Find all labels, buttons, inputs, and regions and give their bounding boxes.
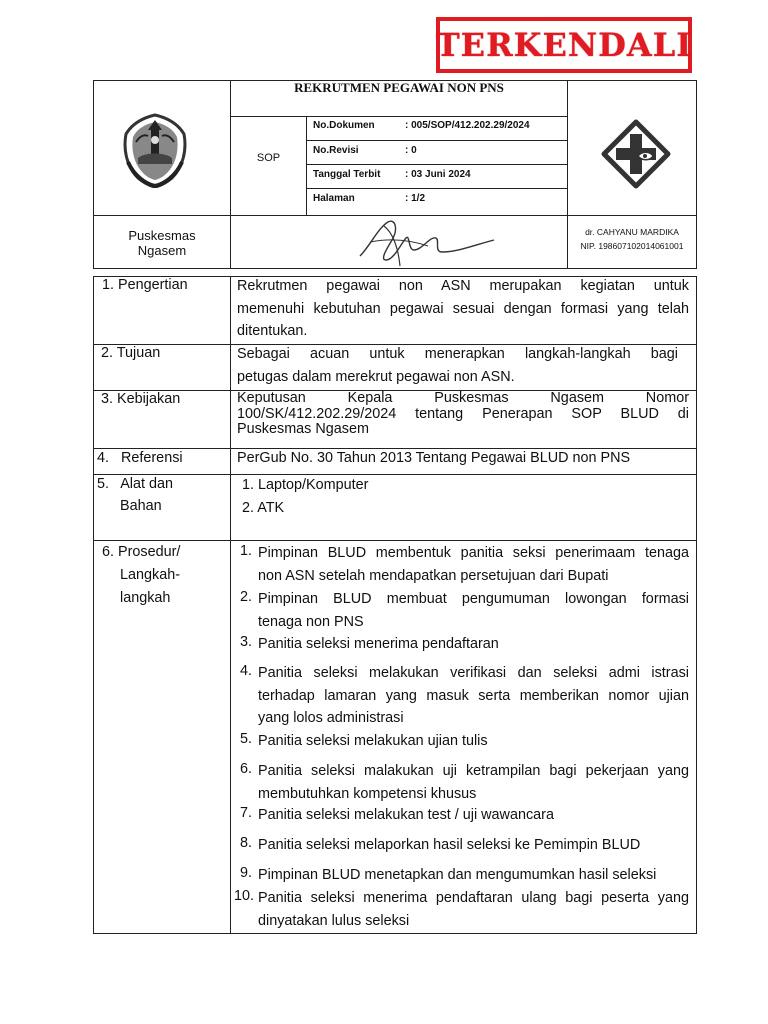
org-line1: Puskesmas [128, 228, 196, 243]
field-label-nodokumen: No.Dokumen [313, 120, 375, 131]
step-text [258, 662, 689, 730]
label-bahan: Bahan [120, 498, 162, 514]
step-number: 4. [239, 663, 252, 679]
stamp-text: TERKENDALI [435, 26, 693, 64]
kebijakan-line: Puskesmas Ngasem [237, 421, 369, 437]
step-text [258, 864, 689, 887]
field-label-tanggal: Tanggal Terbit [313, 169, 381, 180]
step-text [258, 760, 689, 805]
signer-name: dr. CAHYANU MARDIKA [585, 227, 679, 237]
label-tujuan: 2. Tujuan [101, 345, 161, 361]
field-value-halaman: : 1/2 [405, 193, 426, 204]
step-text [258, 887, 689, 932]
label-alat: 5. Alat dan [97, 476, 174, 492]
tujuan-line: petugas dalam merekrut pegawai non ASN. [237, 368, 515, 385]
step-line: Pimpinan BLUD menetapkan dan mengumumkan hasil seleksi [258, 867, 657, 883]
document-title: REKRUTMEN PEGAWAI NON PNS [294, 80, 504, 95]
label-prosedur: 6. Prosedur/ [102, 544, 181, 560]
pengertian-line: memenuhi kebutuhan pegawai sesuai dengan formasi yang telah [237, 300, 689, 317]
step-text [258, 730, 689, 753]
pengertian-line: ditentukan. [237, 323, 308, 339]
step-line: Panitia seleksi melaporkan hasil seleksi ke Pemimpin BLUD [258, 837, 641, 853]
step-line: Panitia seleksi menerima pendaftaran [258, 636, 499, 652]
step-number: 6. [239, 761, 252, 777]
step-text [258, 588, 689, 633]
label-pengertian: 1. Pengertian [102, 277, 188, 293]
step-number: 3. [239, 634, 252, 650]
pengertian-line: Rekrutmen pegawai non ASN merupakan kegiatan untuk [237, 278, 689, 294]
step-line: tenaga non PNS [258, 613, 364, 630]
step-text [258, 804, 689, 827]
step-line: Panitia seleksi melakukan verifikasi dan seleksi admi istrasi [258, 665, 689, 681]
organization-name [94, 228, 230, 258]
step-line: Panitia seleksi melakukan ujian tulis [258, 733, 488, 749]
field-label-halaman: Halaman [313, 193, 355, 204]
list-alat [242, 474, 368, 519]
puskesmas-logo [598, 118, 674, 190]
step-line: Panitia seleksi menerima pendaftaran ulang bagi peserta yang [258, 890, 689, 906]
step-line: Pimpinan BLUD membuat pengumuman lowongan formasi [258, 591, 689, 607]
label-kebijakan: 3. Kebijakan [101, 391, 181, 407]
signature [340, 216, 500, 268]
regency-emblem-logo [120, 112, 190, 188]
text-referensi: PerGub No. 30 Tahun 2013 Tentang Pegawai BLUD non PNS [237, 450, 631, 466]
org-line2: Ngasem [137, 243, 187, 258]
field-value-nodokumen: : 005/SOP/412.202.29/2024 [405, 120, 530, 131]
signer-nip: NIP. 198607102014061001 [580, 241, 684, 251]
step-line: terhadap lamaran yang masuk serta memberikan nomor ujian [258, 687, 689, 704]
list-item: 2. ATK [242, 499, 285, 516]
step-number: 9. [239, 865, 252, 881]
step-number: 1. [239, 543, 252, 559]
step-line: membutuhkan kompetensi khusus [258, 785, 477, 802]
kebijakan-line: 100/SK/412.202.29/2024 tentang Penerapan SOP BLUD di [237, 405, 689, 422]
step-number: 5. [239, 731, 252, 747]
list-item: 1. Laptop/Komputer [242, 477, 369, 493]
kebijakan-line: Keputusan Kepala Puskesmas Ngasem Nomor [237, 390, 689, 406]
field-value-norevisi: : 0 [405, 145, 417, 156]
step-line: Panitia seleksi melakukan test / uji wawancara [258, 807, 554, 823]
doc-type-label: SOP [256, 152, 281, 164]
label-langkah2: langkah [120, 590, 171, 606]
step-text [258, 542, 689, 587]
step-number: 10. [233, 888, 254, 904]
field-value-tanggal: : 03 Juni 2024 [405, 169, 471, 180]
label-referensi: 4. Referensi [97, 450, 183, 466]
terkendali-stamp [436, 17, 692, 73]
step-text [258, 834, 689, 857]
text-tujuan [237, 343, 678, 388]
text-pengertian [237, 275, 689, 343]
text-kebijakan [237, 391, 689, 438]
step-number: 7. [239, 805, 252, 821]
step-line: yang lolos administrasi [258, 710, 404, 726]
step-line: dinyatakan lulus seleksi [258, 912, 410, 929]
tujuan-line: Sebagai acuan untuk menerapkan langkah-langkah bagi [237, 346, 678, 362]
step-number: 2. [239, 589, 252, 605]
step-line: non ASN setelah mendapatkan persetujuan dari Bupati [258, 567, 609, 584]
step-number: 8. [239, 835, 252, 851]
field-label-norevisi: No.Revisi [313, 145, 359, 156]
step-text [258, 633, 689, 656]
step-line: Panitia seleksi malakukan uji ketrampilan bagi pekerjaan yang [258, 763, 689, 779]
label-langkah: Langkah- [120, 567, 181, 583]
step-line: Pimpinan BLUD membentuk panitia seksi penerimaam tenaga [258, 545, 689, 561]
